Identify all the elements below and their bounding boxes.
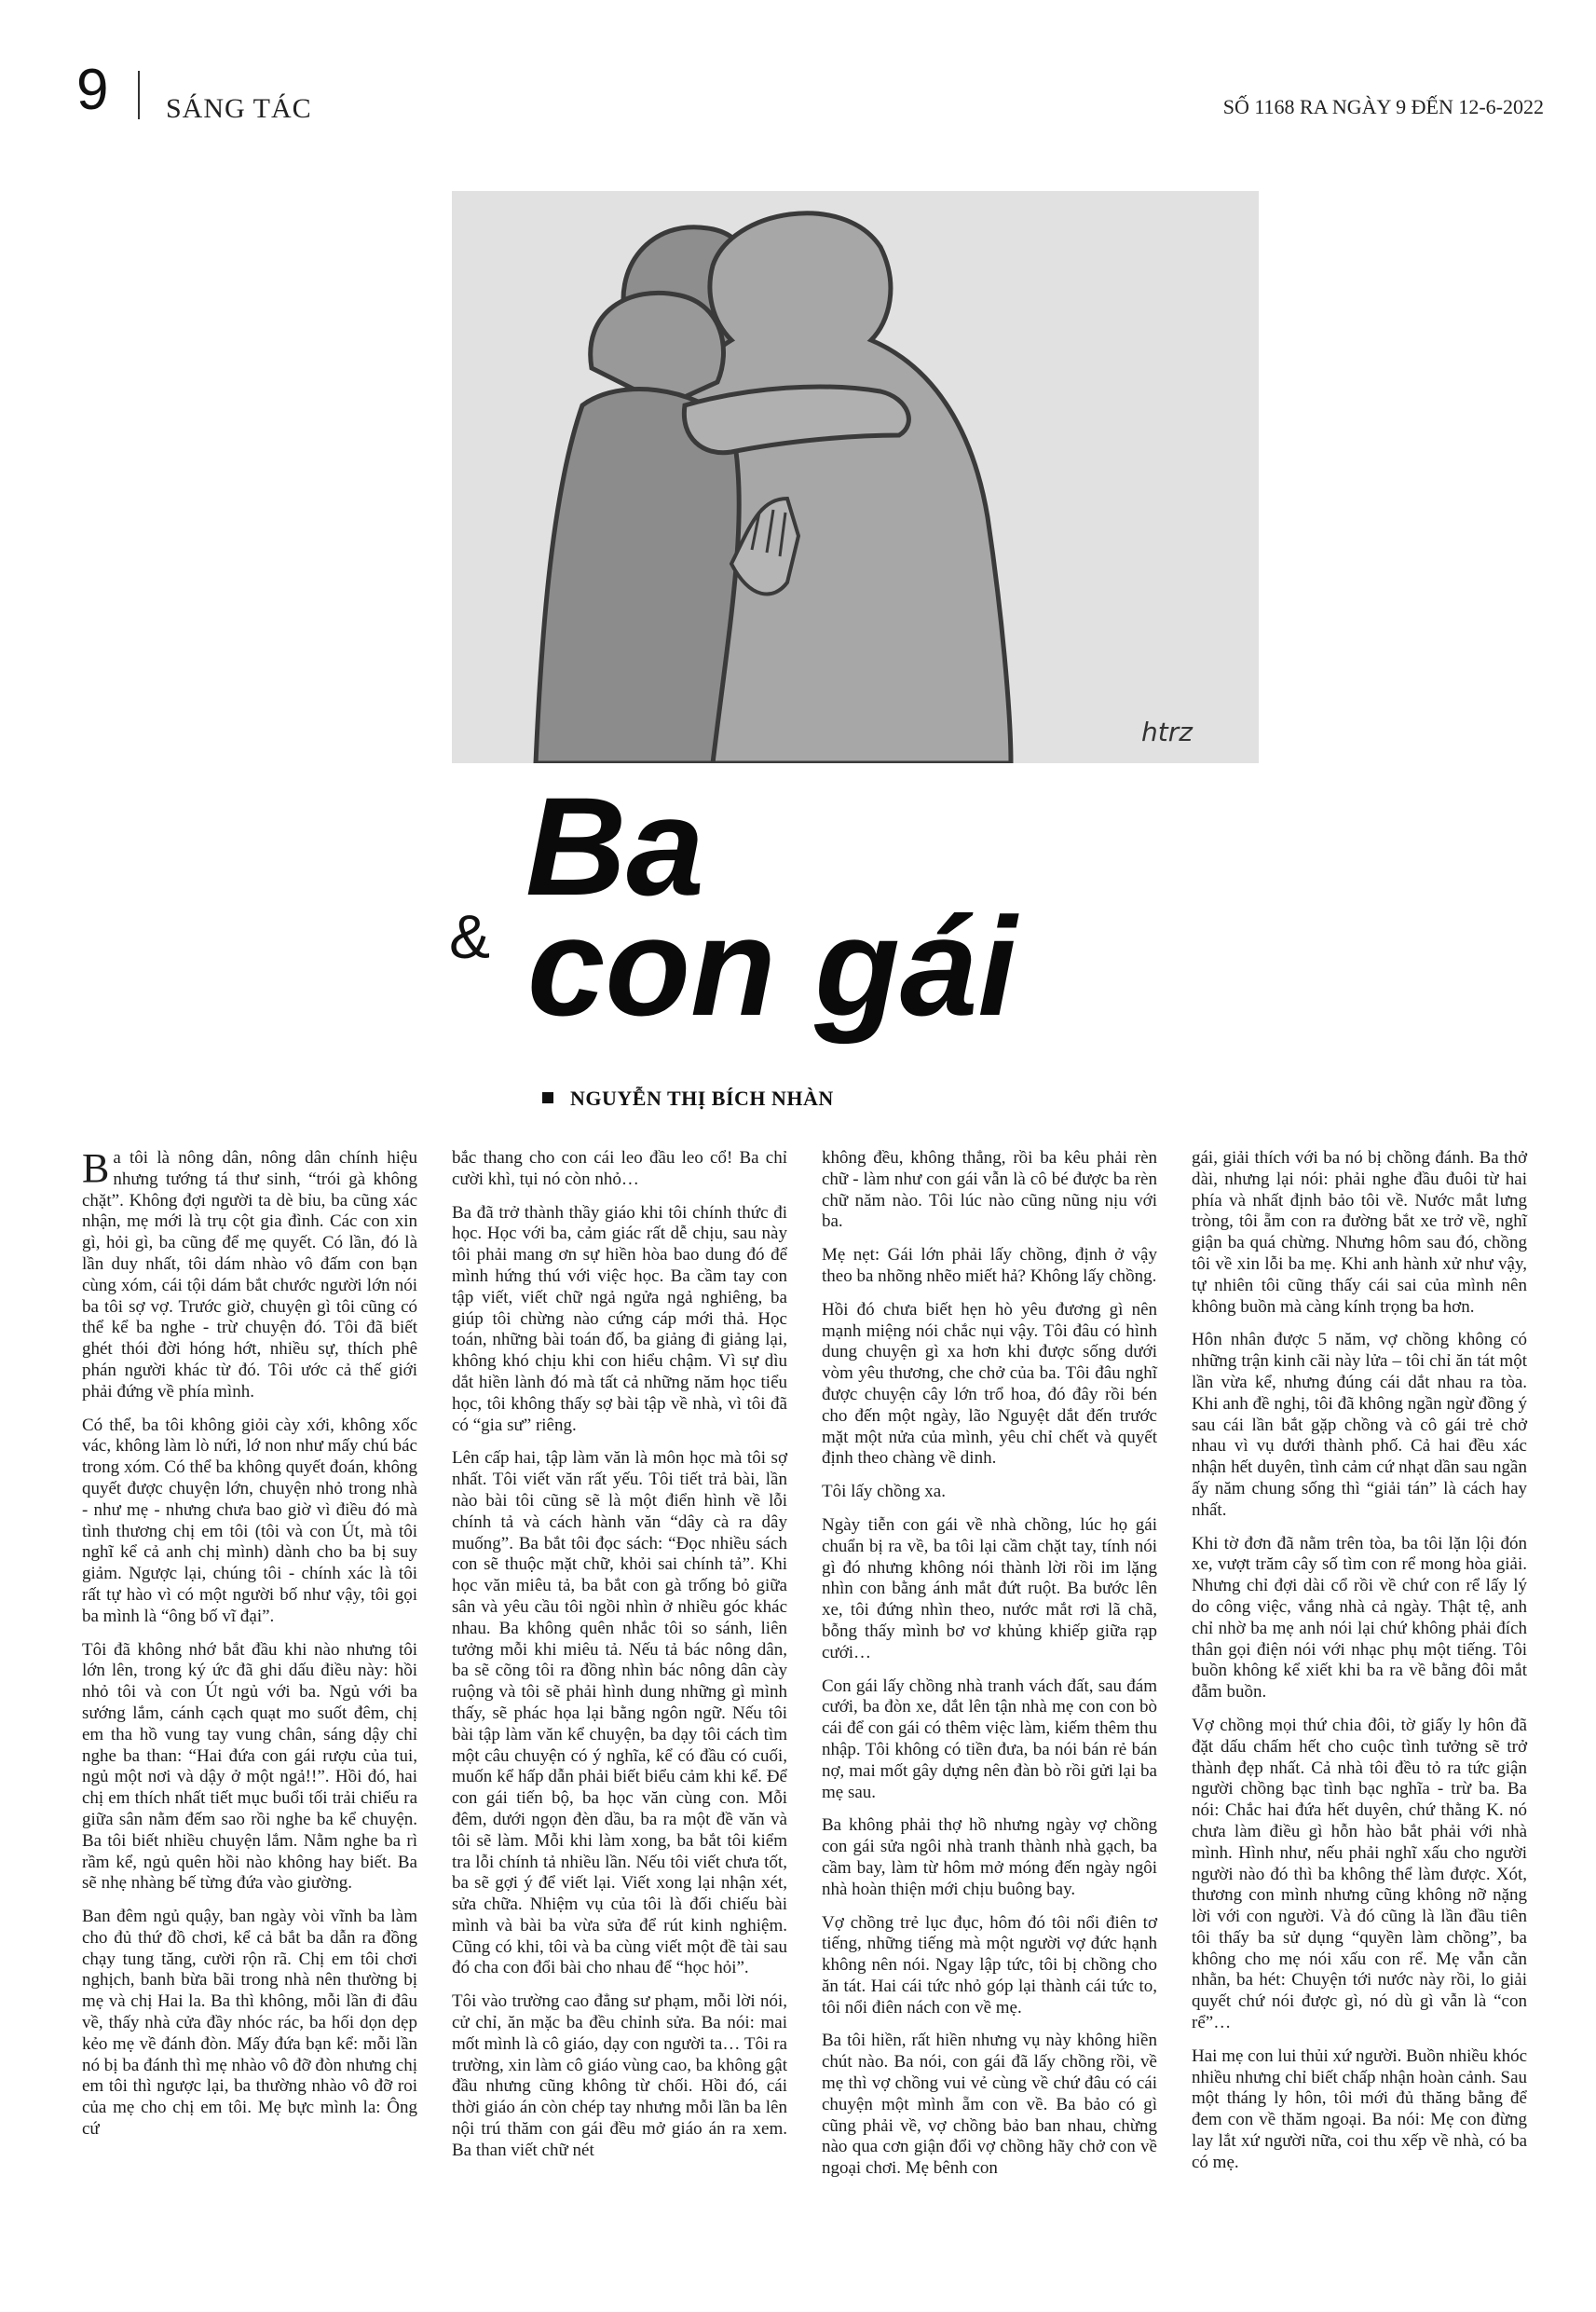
article-column-4 — [1192, 1148, 1527, 2186]
author-name: NGUYỄN THỊ BÍCH NHÀN — [570, 1087, 834, 1110]
paragraph: không đều, không thẳng, rồi ba kêu phải rèn chữ - làm như con gái vẫn là cô bé được ba rèn chữ năm nào. Tôi lúc nào cũng nũng nịu với ba. — [822, 1148, 1157, 1232]
paragraph: Tôi đã không nhớ bắt đầu khi nào nhưng tôi lớn lên, trong ký ức đã ghi dấu điều này: hồi nhỏ tôi và con Út ngủ với ba. Ngủ với ba sướng lắm, cánh cạch quạt mo suốt đêm, chị em tha hồ vung tay vung chân, sáng dậy chỉ nghe ba than: “Hai đứa con gái rượu của tui, ngủ một nơi và dậy ở một ngả!!”. Hồi đó, hai chị em thích nhất tiết mục buổi tối trải chiếu ra giữa sân nằm đếm sao rồi nghe ba kể chuyện. Ba tôi biết nhiều chuyện lắm. Nằm nghe ba rì rầm kể, ngủ quên hồi nào không hay biết. Ba sẽ nhẹ nhàng bế từng đứa vào giường. — [82, 1639, 417, 1894]
paragraph: Có thể, ba tôi không giỏi cày xới, không xốc vác, không làm lò nứi, lớ non như mấy chú bác trong xóm. Có thể ba không quyết đoán, không quyết được chuyện lớn, chuyện nhỏ trong nhà - như mẹ - nhưng chưa bao giờ vì điều đó mà tình thương chị em tôi (tôi và con Út, mà tôi nghĩ kể cả anh chị mình) dành cho ba bị suy giảm. Ngược lại, chúng tôi - chính xác là tôi rất tự hào vì có một người bố như vậy, tôi gọi ba mình là “ông bố vĩ đại”. — [82, 1415, 417, 1626]
issue-info: SỐ 1168 RA NGÀY 9 ĐẾN 12-6-2022 — [1222, 95, 1544, 118]
paragraph: bắc thang cho con cái leo đầu leo cổ! Ba chỉ cười khì, tụi nó còn nhỏ… — [452, 1148, 787, 1189]
byline — [542, 1087, 834, 1111]
paragraph: Lên cấp hai, tập làm văn là môn học mà tôi sợ nhất. Tôi viết văn rất yếu. Tôi tiết trả bài, lần nào bài tôi cũng sẽ là một điển hình về lỗi chính tả và cách hành văn “dây cà ra dây muống”. Ba bắt tôi đọc sách: “Đọc nhiều sách con sẽ thuộc mặt chữ, khỏi sai chính tả”. Khi học văn miêu tả, ba bắt con gà trống bỏ giữa sân và yêu cầu tôi ngồi nhìn ở nhiều góc khác nhau. Ba không quên nhắc tôi so sánh, liên tưởng mỗi khi miêu tả. Nếu tả bác nông dân, ba sẽ cõng tôi ra đồng nhìn bác nông dân cày ruộng và tôi sẽ phải hình dung những gì mình thấy, sẽ phác họa lại bằng ngôn ngữ. Nếu tôi bài tập làm văn kể chuyện, ba dạy tôi cách tìm một câu chuyện có ý nghĩa, kể có đầu có cuối, muốn kể hấp dẫn phải biết biểu cảm khi kể. Để con gái tiến bộ, ba học văn cùng con. Mỗi đêm, dưới ngọn đèn dầu, ba ra một đề văn và tôi sẽ làm. Mỗi khi làm xong, ba bắt tôi kiểm tra lỗi chính tả nhiều lần. Nếu tôi viết chưa tốt, ba sẽ gợi ý để viết lại. Viết xong lại nhận xét, sửa chữa. Nhiệm vụ của tôi là đối chiếu bài mình và bài ba vừa sửa để rút kinh nghiệm. Cũng có khi, tôi và ba cùng viết một đề tài sau đó cha con đổi bài cho nhau để “học hỏi”. — [452, 1448, 787, 1978]
section-name: SÁNG TÁC — [166, 93, 312, 124]
article-column-1 — [82, 1145, 417, 2153]
header-divider — [138, 71, 140, 119]
article-title-line1: Ba — [525, 768, 704, 924]
paragraph: Con gái lấy chồng nhà tranh vách đất, sau đám cưới, ba đòn xe, dắt lên tận nhà mẹ con con bò cái để con gái có thêm việc làm, kiếm thêm thu nhập. Tôi không có tiền đưa, ba nói bán rẻ bán nợ, mai mốt gây dựng nên đàn bò rồi gửi lại ba mẹ sau. — [822, 1676, 1157, 1802]
paragraph: Tôi vào trường cao đẳng sư phạm, mỗi lời nói, cử chỉ, ăn mặc ba đều chỉnh sửa. Ba nói: mai mốt mình là cô giáo, dạy con người ta… Tôi ra trường, xin làm cô giáo vùng cao, ba không gật đầu nhưng cũng không từ chối. Hồi đó, cái thời giáo án còn chép tay nhưng mỗi lần ba lên nội trú thăm con gái đều mở giáo án ra xem. Ba than viết chữ nét — [452, 1991, 787, 2160]
paragraph: Ba không phải thợ hồ nhưng ngày vợ chồng con gái sửa ngôi nhà tranh thành nhà gạch, ba cầm bay, làm từ hôm mở móng đến ngày ngôi nhà hoàn thiện mới chịu buông bay. — [822, 1815, 1157, 1899]
article-title-line2: con gái — [527, 888, 1017, 1045]
paragraph: Vợ chồng mọi thứ chia đôi, tờ giấy ly hôn đã đặt dấu chấm hết cho cuộc tình tưởng sẽ trở thành đẹp nhất. Cả nhà tôi đều tỏ ra tức giận người chồng bạc tình bạc nghĩa - trừ ba. Ba nói: Chắc hai đứa hết duyên, chứ thằng K. nó chưa làm điều gì hỗn hào bắt phải với nhà mình. Hình như, nếu phải nghĩ xấu cho người người nào đó thì ba không thể làm được. Xót, thương con mình nhưng cũng không nỡ nặng lời với con người. Và đó cũng là lần đầu tiên tôi thấy ba sử dụng “quyền làm chồng”, ba không cho mẹ nói xấu con rể. Mẹ vẫn cằn nhằn, ba hét: Chuyện tới nước này rồi, lo giải quyết chứ nói được gì, nó dù gì vẫn là “con rể”… — [1192, 1715, 1527, 2033]
paragraph: Ban đêm ngủ quậy, ban ngày vòi vĩnh ba làm cho đủ thứ đồ chơi, kể cả bắt ba dẫn ra đồng chạy tung tăng, cười rộn rã. Chị em tôi chơi nghịch, banh bừa bãi trong nhà nên thường bị mẹ và chị Hai la. Ba thì không, mỗi lần đi đâu về, thấy nhà cửa đầy nhóc rác, ba hối dọn dẹp kẻo mẹ về đánh đòn. Mấy đứa bạn kể: mỗi lần nó bị ba đánh thì mẹ nhào vô đỡ đòn nhưng chị em tôi thì ngược lại, ba thường nhào vô đỡ roi của mẹ cho chị em tôi. Mẹ bực mình la: Ông cứ — [82, 1907, 417, 2140]
paragraph: Hôn nhân được 5 năm, vợ chồng không có những trận kinh cãi này lửa – tôi chỉ ăn tát một lần vừa kể, nhưng đúng cái dắt nhau ra tòa. Khi anh đề nghị, tôi đã không ngần ngừ đồng ý sau cái lần bắt gặp chồng và cô gái trẻ chở nhau vì vụ dưới thành phố. Cả hai đều xác nhận hết duyên, tình cảm cứ nhạt dần sau ngần ấy năm chung sống thì “giải tán” là cách hay nhất. — [1192, 1330, 1527, 1520]
paragraph: Hai mẹ con lui thủi xứ người. Buồn nhiều khóc nhiều nhưng chỉ biết chấp nhận hoàn cảnh. Sau một tháng ly hôn, tôi mới đủ thăng bằng để đem con về thăm ngoại. Ba nói: Mẹ con đừng lay lắt xứ người nữa, coi thu xếp về nhà, có ba có mẹ. — [1192, 2045, 1527, 2172]
paragraph-text: a tôi là nông dân, nông dân chính hiệu nhưng tướng tá thư sinh, “trói gà không chặt”. Không đợi người ta dè bỉu, ba cũng xác nhận, mẹ mới là trụ cột gia đình. Các con xin gì, hỏi gì, ba cũng để mẹ quyết. Có lần, đó là lần duy nhất, tôi dám nhào vô đấm con bạn cùng xóm, cái tội dám bắt chước người lớn nói ba tôi sợ vợ. Trước giờ, chuyện gì tôi cũng có thể kể ba nghe - trừ chuyện đó. Tôi đã biết ghét thói đời hóng hớt, nhiều sự, thích phê phán người khác từ đó. Tôi ước cả thế giới phải đứng về phía mình. — [82, 1148, 417, 1402]
paragraph: Hồi đó chưa biết hẹn hò yêu đương gì nên mạnh miệng nói chắc nụi vậy. Tôi đâu có hình dung chuyện gì xa hơn khi được sống dưới vòm yêu thương, che chở của ba. Tôi đâu nghĩ được chuyện cây lớn trổ hoa, đó đây rồi bén cho đến một ngày, lão Nguyệt dắt đến trước mặt một nửa của mình, yêu chỉ chết và quyết định theo chàng về dinh. — [822, 1299, 1157, 1469]
paragraph: Ba tôi hiền, rất hiền nhưng vụ này không hiền chút nào. Ba nói, con gái đã lấy chồng rồi, về mẹ thì vợ chồng vui vẻ cùng về chứ đâu có cái chuyện một mình ẵm con về. Ba bảo có gì cũng phải về, vợ chồng bảo ban nhau, chừng nào qua cơn giận đổi vợ chồng hãy chở con về ngoại chơi. Mẹ bênh con — [822, 2031, 1157, 2179]
article-column-3 — [822, 1148, 1157, 2192]
paragraph: Ngày tiễn con gái về nhà chồng, lúc họ gái chuẩn bị ra về, ba tôi lại cầm chặt tay, tính nói gì đó nhưng không nói thành lời rồi im lặng nhìn con bằng ánh mắt đứt ruột. Ba bước lên xe, tôi đứng nhìn theo, nước mắt rơi lã chã, bỗng thấy mình bơ vơ khủng khiếp giữa rạp cưới… — [822, 1514, 1157, 1662]
paragraph: gái, giải thích với ba nó bị chồng đánh. Ba thở dài, nhưng lại nói: phải nghe đầu đuôi từ hai phía và nhất định bảo tôi về. Nước mắt lưng tròng, tôi ẵm con ra đường bắt xe trở về, nghĩ giận ba quá chừng. Nhưng hôm sau đó, chồng tôi về xin lỗi ba mẹ. Khi anh hành xử như vậy, tự nhiên tôi cũng thấy cái sai của mình nên không buồn mà càng kính trọng ba hơn. — [1192, 1148, 1527, 1317]
bullet-square-icon — [542, 1092, 553, 1103]
paragraph: Vợ chồng trẻ lục đục, hôm đó tôi nổi điên tơ tiếng, những tiếng mà một người vợ đức hạnh không nên nói. Ngay lập tức, tôi bị chồng cho ăn tát. Hai cái tức nhỏ góp lại thành cái tức to, tôi nổi điên nách con về mẹ. — [822, 1912, 1157, 2018]
drop-cap: B — [82, 1145, 110, 1191]
page-number: 9 — [76, 58, 109, 122]
paragraph: Khi tờ đơn đã nằm trên tòa, ba tôi lặn lội đón xe, vượt trăm cây số tìm con rể mong hòa giải. Nhưng chỉ đợi dài cổ rồi về chứ con rể lấy lý do công việc, vắng nhà cả ngày. Thật tệ, anh chỉ nhờ ba mẹ anh nói lại chứ không phải đích thân gọi điện nói với nhạc phụ một tiếng. Tôi buồn không kể xiết khi ba ra về bằng đôi mắt đẫm buồn. — [1192, 1533, 1527, 1703]
paragraph: Mẹ nẹt: Gái lớn phải lấy chồng, định ở vậy theo ba nhõng nhẽo miết hả? Không lấy chồng. — [822, 1245, 1157, 1286]
title-ampersand: & — [449, 902, 491, 971]
hug-illustration — [452, 191, 1259, 763]
article-column-2 — [452, 1148, 787, 2174]
paragraph — [82, 1145, 417, 1403]
artist-signature: htrz — [1141, 717, 1193, 747]
paragraph: Ba đã trở thành thầy giáo khi tôi chính thức đi học. Học với ba, cảm giác rất dễ chịu, sau này tôi phải mang ơn sự hiền hòa bao dung đó để mình hứng thú với việc học. Ba cầm tay con tập viết, viết chữ ngả ngửa ngả nghiêng, ba giúp tôi chừng nào cứng cáp mới thả. Học toán, những bài toán đố, ba giảng đi giảng lại, không khó chịu khi con hiểu chậm. Vì sự dìu dắt hiền lành đó mà tất cả những năm học tiểu học, tôi không thấy sợ bài tập về nhà, vì tôi đã có “gia sư” riêng. — [452, 1202, 787, 1435]
paragraph: Tôi lấy chồng xa. — [822, 1482, 946, 1502]
